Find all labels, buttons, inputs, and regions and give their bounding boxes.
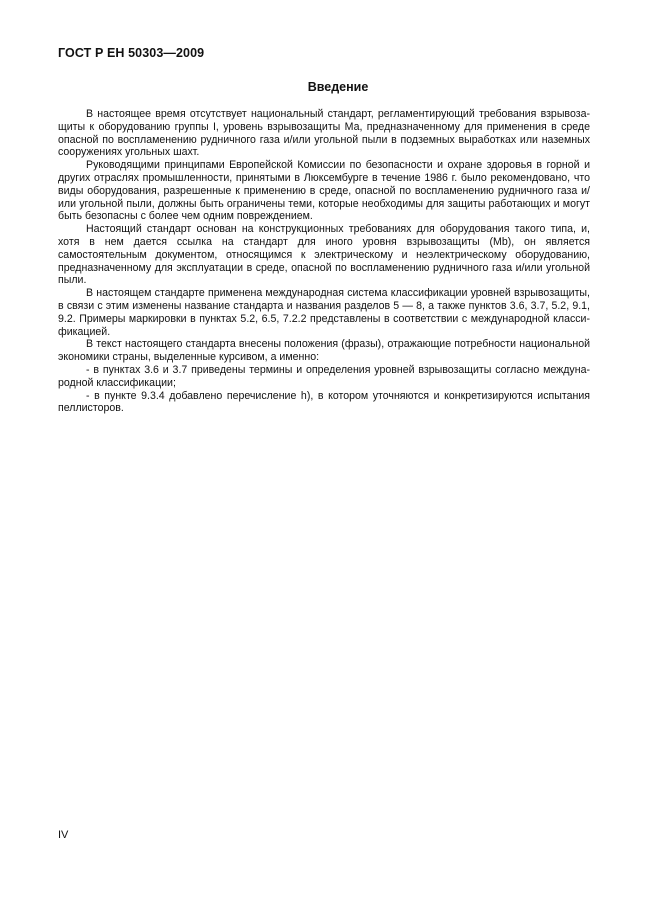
page-number: IV bbox=[58, 829, 69, 841]
paragraph-5: В текст настоящего стандарта внесены положения (фразы), отражающие потребности национальной экономики страны, выделенные курсивом, а именно: bbox=[58, 338, 590, 364]
paragraph-4: В настоящем стандарте применена международная система классификации уровней взрывозащиты, в связи с этим изменены название стандарта и названия разделов 5 — 8, а также пунктов 3.6, 3.7, 5.2, 9.1, 9.2. Примеры маркировки в пунктах 5.2, 6.5, 7.2.2 представлены в соответствии с международной класси-фикацией. bbox=[58, 287, 590, 338]
paragraph-3: Настоящий стандарт основан на конструкционных требованиях для оборудования такого типа, и, хотя в нем дается ссылка на стандарт для иного уровня взрывозащиты (Mb), он является самостоятельным документом, относящимся к электрическому и неэлектрическому оборудованию, предназначенному для эксплуатации в среде, опасной по воспламенению рудничного газа и/или угольной пыли. bbox=[58, 223, 590, 287]
standard-header: ГОСТ Р ЕН 50303—2009 bbox=[58, 46, 205, 60]
paragraph-1: В настоящее время отсутствует национальный стандарт, регламентирующий требования взрывоза-щиты к оборудованию группы I, уровень взрывозащиты Ма, предназначенному для применения в среде опасной по воспламенению рудничного газа и/или угольной пыли в подземных выработках или наземных сооружениях угольных шахт. bbox=[58, 108, 590, 159]
body-text bbox=[58, 108, 590, 415]
list-item-1: - в пунктах 3.6 и 3.7 приведены термины и определения уровней взрывозащиты согласно междуна-родной классификации; bbox=[58, 363, 590, 389]
section-title: Введение bbox=[307, 80, 369, 94]
paragraph-2: Руководящими принципами Европейской Комиссии по безопасности и охране здоровья в горной и других отраслях промышленности, принятыми в Люксембурге в течение 1986 г. было рекомендовано, что виды оборудования, разрешенные к применению в среде, опасной по воспламенению рудничного газа и/или угольной пыли, должны быть ограничены теми, которые необходимы для защиты работающих и могут быть безопасны с более чем одним повреждением. bbox=[58, 159, 590, 223]
list-item-2: - в пункте 9.3.4 добавлено перечисление h), в котором уточняются и конкретизируются испытания пеллисторов. bbox=[58, 389, 590, 415]
